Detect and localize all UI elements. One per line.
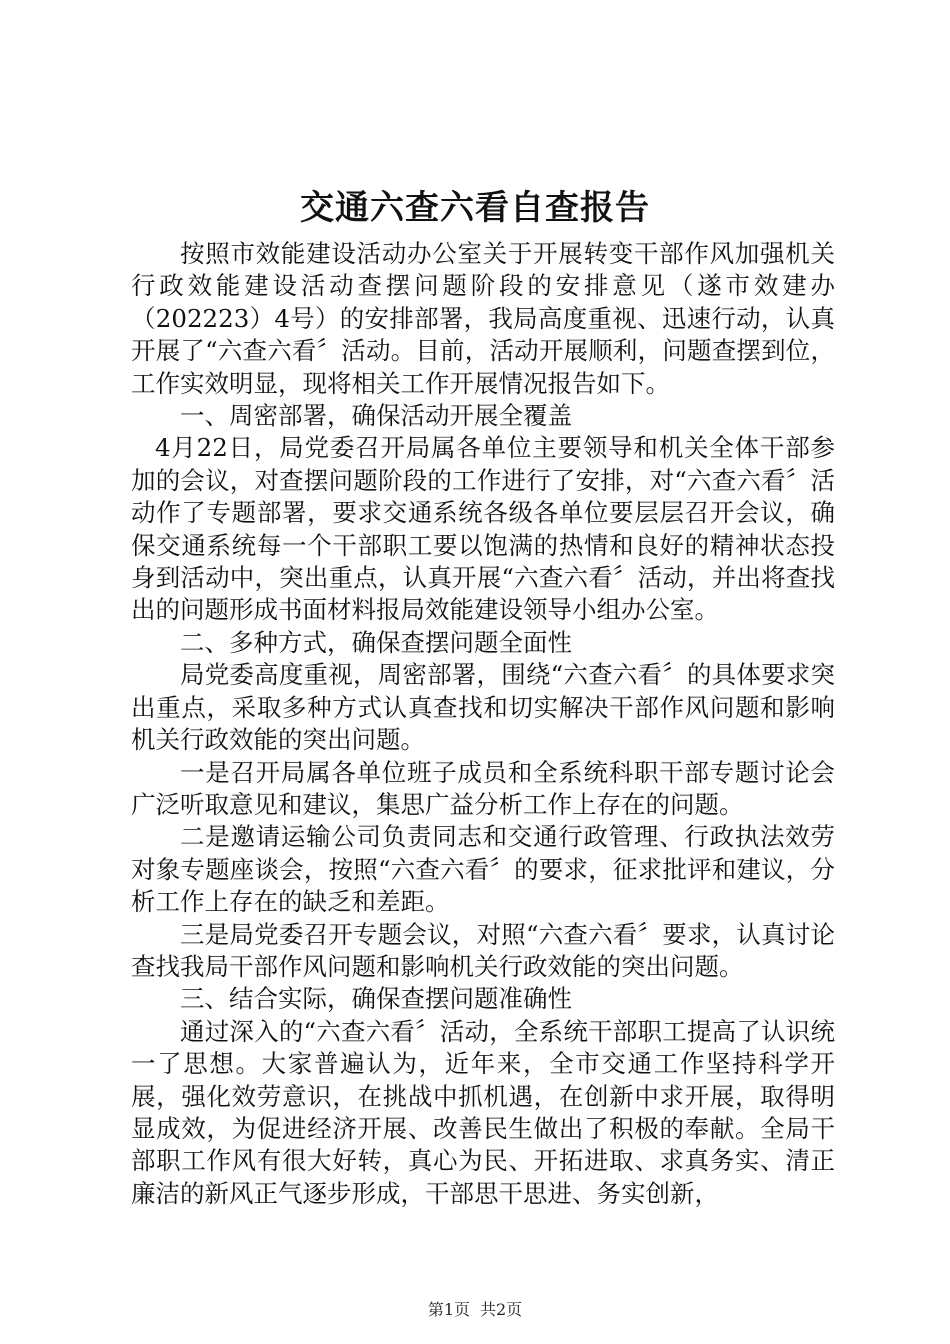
paragraph-item-3: 三是局党委召开专题会议，对照“六查六看〞要求，认真讨论查找我局干部作风问题和影响机关行政效能的突出问题。 bbox=[131, 919, 835, 981]
paragraph-section-2: 局党委高度重视，周密部署，围绕“六查六看〞的具体要求突出重点，采取多种方式认真查找和切实解决干部作风问题和影响机关行政效能的突出问题。 bbox=[131, 660, 835, 755]
page-footer bbox=[0, 1300, 950, 1320]
page-number-total: 共2页 bbox=[480, 1300, 523, 1319]
section-heading-1: 一、周密部署，确保活动开展全覆盖 bbox=[180, 401, 572, 431]
document-body bbox=[131, 238, 835, 1210]
paragraph-item-1: 一是召开局属各单位班子成员和全系统科职干部专题讨论会广泛听取意见和建议，集思广益分析工作上存在的问题。 bbox=[131, 757, 835, 819]
document-title: 交通六查六看自查报告 bbox=[300, 188, 650, 228]
section-heading-3: 三、结合实际，确保查摆问题准确性 bbox=[180, 984, 572, 1014]
paragraph-section-3: 通过深入的“六查六看〞活动，全系统干部职工提高了认识统一了思想。大家普遍认为，近年来，全市交通工作坚持科学开展，强化效劳意识，在挑战中抓机遇，在创新中求开展，取得明显成效，为促进经济开展、改善民生做出了积极的奉献。全局干部职工作风有很大好转，真心为民、开拓进取、求真务实、清正廉洁的新风正气逐步形成，干部思干思进、务实创新， bbox=[131, 1016, 835, 1208]
paragraph-intro: 按照市效能建设活动办公室关于开展转变干部作风加强机关行政效能建设活动查摆问题阶段的安排意见（遂市效建办（202223）4号）的安排部署，我局高度重视、迅速行动，认真开展了“六查六看〞活动。目前，活动开展顺利，问题查摆到位，工作实效明显，现将相关工作开展情况报告如下。 bbox=[131, 239, 835, 398]
section-heading-2: 二、多种方式，确保查摆问题全面性 bbox=[180, 627, 572, 657]
paragraph-item-2: 二是邀请运输公司负责同志和交通行政管理、行政执法效劳对象专题座谈会，按照“六查六看〞的要求，征求批评和建议，分析工作上存在的缺乏和差距。 bbox=[131, 822, 835, 917]
page-number-current: 第1页 bbox=[427, 1300, 470, 1319]
paragraph-section-1: 4月22日，局党委召开局属各单位主要领导和机关全体干部参加的会议，对查摆问题阶段的工作进行了安排，对“六查六看〞活动作了专题部署，要求交通系统各级各单位要层层召开会议，确保交通系统每一个干部职工要以饱满的热情和良好的精神状态投身到活动中，突出重点，认真开展“六查六看〞活动，并出将查找出的问题形成书面材料报局效能建设领导小组办公室。 bbox=[131, 433, 835, 625]
